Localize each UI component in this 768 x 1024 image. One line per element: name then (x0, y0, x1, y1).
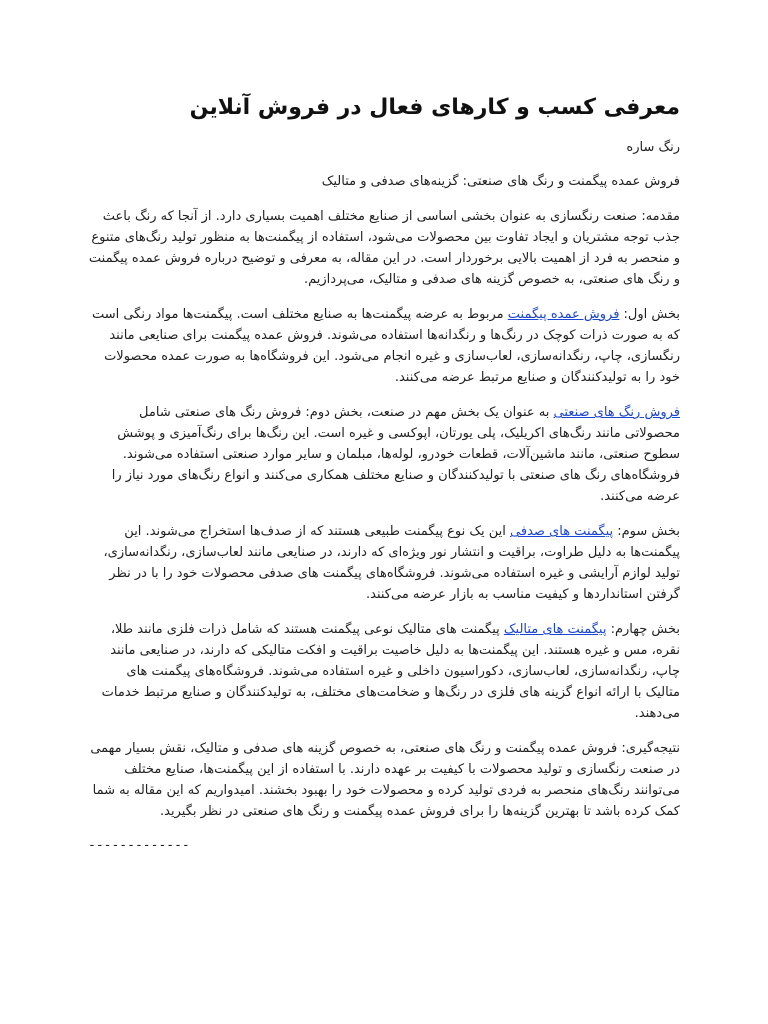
section-3-paragraph (88, 521, 680, 605)
author-name: رنگ ساره (626, 140, 680, 155)
section-3-text: این یک نوع پیگمنت طبیعی هستند که از صدف‌ها استخراج می‌شوند. این پیگمنت‌ها به دلیل طراوت، براقیت و انتشار نور ویژه‌ای که دارند، در صنایعی مانند لعاب‌سازی، رنگدانه‌سازی، تولید لوازم آرایشی و غیره استفاده می‌شوند. فروشگاه‌های پیگمنت های صدفی محصولات خود را با در نظر گرفتن استانداردها و کیفیت مناسب به بازار عرضه می‌کنند. (103, 524, 680, 602)
section-2-text: به عنوان یک بخش مهم در صنعت، بخش دوم: فروش رنگ های صنعتی شامل محصولاتی مانند رنگ‌های اکریلیک، پلی یورتان، اپوکسی و غیره است. این رنگ‌ها برای رنگ‌آمیزی و پوشش سطوح صنعتی، مانند ماشین‌آلات، قطعات خودرو، لوله‌ها، مبلمان و سایر موارد صنعتی استفاده می‌شوند. فروشگاه‌های رنگ های صنعتی با تولیدکنندگان و صنایع مختلف همکاری می‌کنند و انواع رنگ‌های مورد نیاز را عرضه می‌کنند. (111, 405, 680, 504)
section-4-prefix: بخش چهارم: (606, 622, 680, 637)
separator-line: ------------- (88, 838, 190, 853)
page-title: معرفی کسب و کارهای فعال در فروش آنلاین (189, 95, 680, 120)
document-page (88, 88, 680, 1008)
wholesale-pigment-link[interactable]: فروش عمده پیگمنت (507, 307, 620, 322)
section-1-text: مربوط به عرضه پیگمنت‌ها به صنایع مختلف است. پیگمنت‌ها مواد رنگی است که به صورت ذرات کوچک در رنگ‌ها و رنگدانه‌ها استفاده می‌شوند. فروش عمده پیگمنت برای صنایعی مانند رنگسازی، چاپ، رنگدانه‌سازی، لعاب‌سازی و غیره انجام می‌شود. این فروشگاه‌ها به صورت عمده محصولات خود را به تولیدکنندگان و صنایع مرتبط عرضه می‌کنند. (91, 307, 680, 385)
conclusion-paragraph: نتیجه‌گیری: فروش عمده پیگمنت و رنگ های صنعتی، به خصوص گزینه های صدفی و متالیک، نقش بسیار مهمی در صنعت رنگسازی و تولید محصولات با کیفیت بر عهده دارند. با استفاده از این پیگمنت‌ها، صنایع مختلف می‌توانند رنگ‌های منحصر به فردی تولید کرده و محصولات خود را بهبود بخشند. امیدواریم که این مقاله به شما کمک کرده باشد تا بهترین گزینه‌ها را برای فروش عمده پیگمنت و رنگ های صنعتی در نظر بگیرید. (90, 741, 680, 819)
section-3-prefix: بخش سوم: (613, 524, 680, 539)
metallic-pigment-link[interactable]: پیگمنت های متالیک (503, 622, 607, 637)
section-4-text: پیگمنت های متالیک نوعی پیگمنت هستند که شامل ذرات فلزی مانند طلا، نقره، مس و غیره هستند. این پیگمنت‌ها به دلیل خاصیت براقیت و افکت متالیکی که دارند، در صنایعی مانند چاپ، رنگدانه‌سازی، لعاب‌سازی، دکوراسیون داخلی و غیره استفاده می‌شوند. فروشگاه‌های پیگمنت های متالیک با ارائه انواع گزینه های فلزی در رنگ‌ها و ضخامت‌های مختلف، به تولیدکنندگان و صنایع مرتبط خدمات می‌دهند. (101, 622, 680, 721)
section-4-paragraph (88, 619, 680, 724)
industrial-paint-link[interactable]: فروش رنگ های صنعتی (553, 405, 680, 420)
pearl-pigment-link[interactable]: پیگمنت های صدفی (510, 524, 614, 539)
section-2-paragraph (88, 402, 680, 507)
section-1-paragraph (88, 304, 680, 388)
article-subtitle: فروش عمده پیگمنت و رنگ های صنعتی: گزینه‌های صدفی و متالیک (321, 174, 680, 189)
intro-paragraph: مقدمه: صنعت رنگسازی به عنوان بخشی اساسی از صنایع مختلف اهمیت بسیاری دارد. از آنجا که رنگ باعث جذب توجه مشتریان و ایجاد تفاوت بین محصولات می‌شود، استفاده از پیگمنت‌ها به منظور تولید رنگ‌های متنوع و منحصر به فرد از اهمیت بالایی برخوردار است. در این مقاله، به معرفی و توضیح درباره فروش عمده پیگمنت و رنگ های صنعتی، به خصوص گزینه های صدفی و متالیک، می‌پردازیم. (88, 209, 680, 287)
section-1-prefix: بخش اول: (619, 307, 680, 322)
